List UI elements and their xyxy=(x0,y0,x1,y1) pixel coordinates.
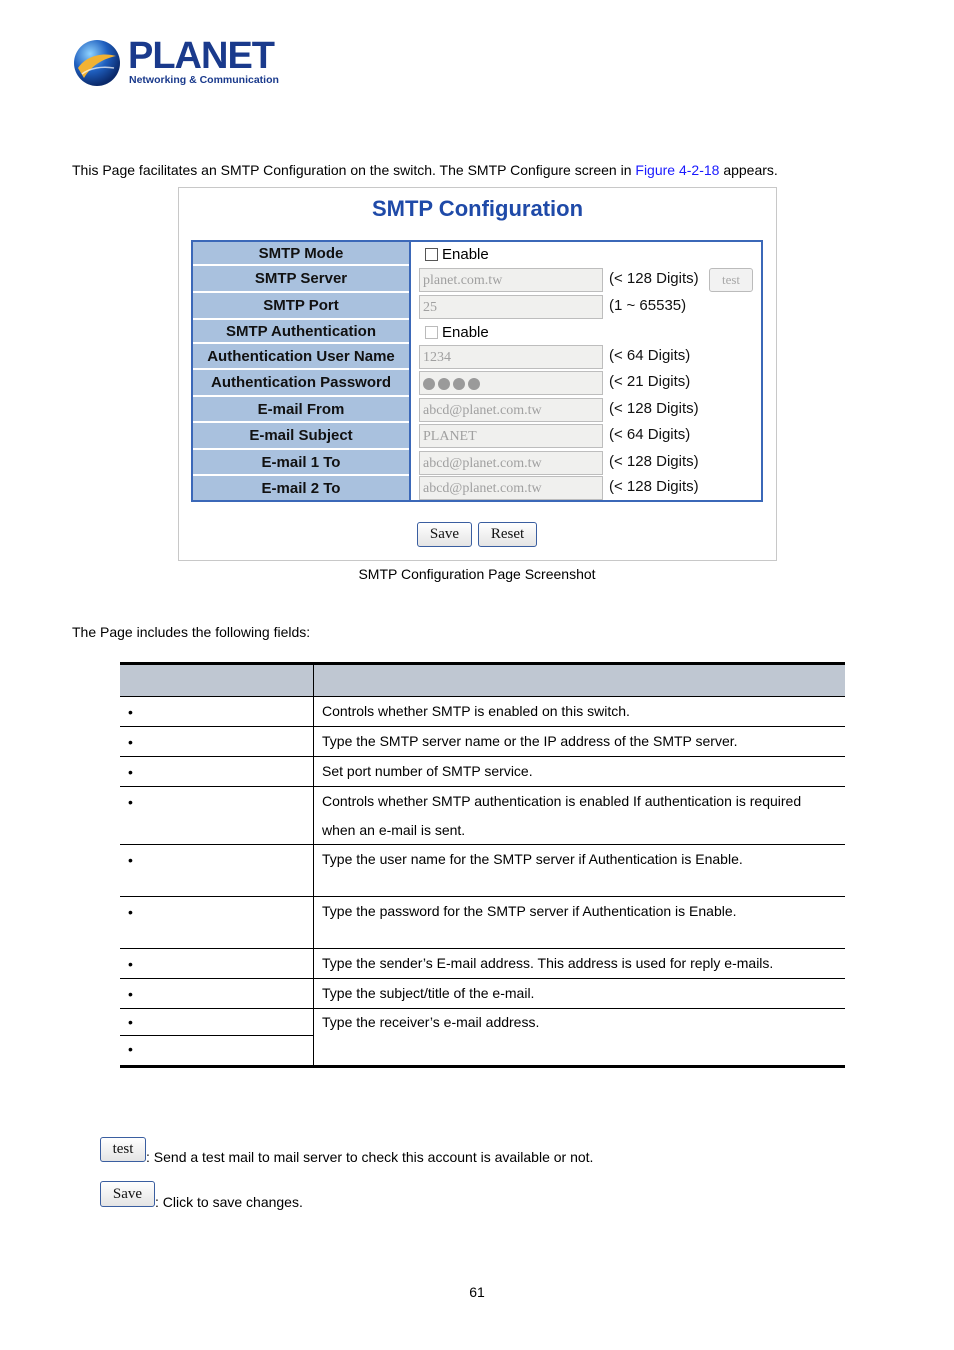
label-auth-password: Authentication Password xyxy=(193,370,409,397)
screenshot-title: SMTP Configuration xyxy=(371,196,584,221)
row-description: Type the receiver’s e-mail address. xyxy=(322,1014,540,1030)
label-smtp-auth: SMTP Authentication xyxy=(193,320,409,344)
row-email2-to xyxy=(193,476,761,500)
email-subject-input[interactable]: PLANET xyxy=(419,424,603,448)
email1-to-input[interactable]: abcd@planet.com.tw xyxy=(419,451,603,475)
checkbox-label: Enable xyxy=(442,324,489,341)
logo-wordmark: PLANET xyxy=(128,35,274,77)
table-row xyxy=(120,787,845,845)
page-number: 61 xyxy=(469,1284,485,1300)
row-email1-to xyxy=(193,450,761,476)
row-bullet: • xyxy=(128,764,133,780)
table-row xyxy=(120,697,845,727)
label-smtp-port: SMTP Port xyxy=(193,293,409,320)
fields-intro: The Page includes the following fields: xyxy=(72,624,311,640)
email2-to-input[interactable]: abcd@planet.com.tw xyxy=(419,476,603,500)
test-button-note: : Send a test mail to mail server to check this account is available or not. xyxy=(146,1149,594,1165)
label-email-subject: E-mail Subject xyxy=(193,423,409,450)
auth-user-hint: (< 64 Digits) xyxy=(609,347,691,364)
table-row xyxy=(120,897,845,949)
email-from-input[interactable]: abcd@planet.com.tw xyxy=(419,398,603,422)
row-auth-user xyxy=(193,344,761,370)
table-row xyxy=(120,727,845,757)
row-smtp-mode xyxy=(193,242,761,266)
smtp-auth-checkbox[interactable] xyxy=(425,324,489,341)
row-description: Type the user name for the SMTP server if Authentication is Enable. xyxy=(322,851,743,867)
row-bullet: • xyxy=(128,852,133,868)
checkbox-box[interactable] xyxy=(425,248,438,261)
save-button[interactable]: Save xyxy=(417,522,472,547)
save-button-illustration[interactable]: Save xyxy=(100,1181,155,1207)
auth-user-input[interactable]: 1234 xyxy=(419,345,603,369)
row-email-from xyxy=(193,397,761,423)
row-description: Type the subject/title of the e-mail. xyxy=(322,985,535,1001)
label-email1-to: E-mail 1 To xyxy=(193,450,409,476)
label-auth-user: Authentication User Name xyxy=(193,344,409,370)
smtp-config-screenshot xyxy=(178,187,777,561)
auth-password-input[interactable] xyxy=(419,371,603,395)
checkbox-box[interactable] xyxy=(425,326,438,339)
globe-icon xyxy=(72,38,122,88)
row-bullet: • xyxy=(128,704,133,720)
row-bullet: • xyxy=(128,956,133,972)
table-header-description xyxy=(314,665,845,696)
row-smtp-auth xyxy=(193,320,761,344)
row-bullet: • xyxy=(128,794,133,810)
row-auth-password xyxy=(193,370,761,397)
smtp-server-hint: (< 128 Digits) xyxy=(609,270,699,287)
row-description: Type the SMTP server name or the IP address of the SMTP server. xyxy=(322,733,738,749)
checkbox-label: Enable xyxy=(442,246,489,263)
smtp-port-input[interactable]: 25 xyxy=(419,295,603,319)
table-header-object xyxy=(120,665,313,696)
row-bullet: • xyxy=(128,1041,133,1057)
label-smtp-server: SMTP Server xyxy=(193,266,409,293)
row-email-subject xyxy=(193,423,761,450)
reset-button[interactable]: Reset xyxy=(478,522,537,547)
email-subject-hint: (< 64 Digits) xyxy=(609,426,691,443)
row-smtp-port xyxy=(193,293,761,320)
table-bottom-rule xyxy=(120,1065,845,1068)
intro-text-before: This Page facilitates an SMTP Configuration on the switch. The SMTP Configure screen in xyxy=(72,162,636,178)
table-row xyxy=(120,1036,845,1064)
email1-to-hint: (< 128 Digits) xyxy=(609,453,699,470)
row-description: Controls whether SMTP authentication is enabled If authentication is required when an e-mail is sent. xyxy=(322,793,802,838)
auth-password-hint: (< 21 Digits) xyxy=(609,373,691,390)
row-bullet: • xyxy=(128,986,133,1002)
table-row xyxy=(120,757,845,787)
test-button-illustration[interactable]: test xyxy=(100,1137,146,1162)
figure-link[interactable]: Figure 4-2-18 xyxy=(635,162,720,178)
email2-to-hint: (< 128 Digits) xyxy=(609,478,699,495)
smtp-server-input[interactable]: planet.com.tw xyxy=(419,268,603,292)
save-button-note: : Click to save changes. xyxy=(155,1194,303,1210)
intro-paragraph xyxy=(72,162,778,178)
label-smtp-mode: SMTP Mode xyxy=(193,242,409,266)
table-row xyxy=(120,949,845,979)
email-from-hint: (< 128 Digits) xyxy=(609,400,699,417)
column-divider xyxy=(313,665,314,1066)
label-email-from: E-mail From xyxy=(193,397,409,423)
row-description: Set port number of SMTP service. xyxy=(322,763,533,779)
table-row xyxy=(120,1009,845,1035)
smtp-port-hint: (1 ~ 65535) xyxy=(609,297,687,314)
intro-text-after: appears. xyxy=(719,162,778,178)
label-email2-to: E-mail 2 To xyxy=(193,476,409,500)
logo-tagline: Networking & Communication xyxy=(129,74,279,86)
row-bullet: • xyxy=(128,904,133,920)
row-bullet: • xyxy=(128,1014,133,1030)
test-button[interactable]: test xyxy=(709,268,753,292)
figure-caption: SMTP Configuration Page Screenshot xyxy=(358,566,596,582)
row-smtp-server xyxy=(193,266,761,293)
smtp-mode-checkbox[interactable] xyxy=(425,246,489,263)
row-description: Controls whether SMTP is enabled on this switch. xyxy=(322,703,630,719)
row-description: Type the password for the SMTP server if Authentication is Enable. xyxy=(322,903,737,919)
password-mask xyxy=(423,375,480,392)
table-row xyxy=(120,845,845,897)
row-bullet: • xyxy=(128,734,133,750)
smtp-config-form xyxy=(191,240,763,502)
row-description: Type the sender’s E-mail address. This address is used for reply e-mails. xyxy=(322,955,774,971)
planet-logo xyxy=(72,35,279,92)
table-row xyxy=(120,979,845,1009)
